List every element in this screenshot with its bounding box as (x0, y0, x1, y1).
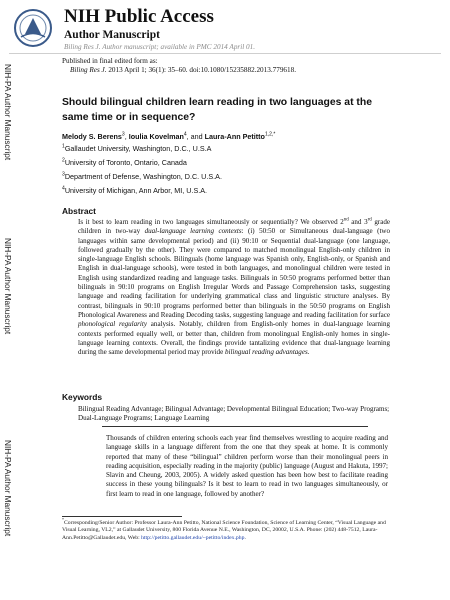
author-manuscript-label: Author Manuscript (64, 29, 160, 41)
author-affiliation-marker: 1,2,* (264, 131, 276, 138)
author-name: Laura-Ann Petitto (204, 132, 265, 141)
publication-info (62, 57, 296, 75)
side-banner: NIH-PA Author Manuscript (3, 238, 13, 335)
header-divider (9, 53, 441, 54)
title-line: same time or in sequence? (62, 112, 196, 123)
affiliation (62, 186, 392, 195)
footnote-text: Corresponding/Senior Author: Professor Laura-Ann Petitto, National Science Foundation, Science of Learning Center, “Visual Language and Visual Learning, VL2,” at Gallaudet University, 800 Florida Avenue N.E., Washington, DC, 20002, U.S.A. Phone: (202) 448-7512, Laura-Ann.Petitto@Gallaudet.edu, Web: (62, 520, 386, 541)
abstract-heading: Abstract (62, 206, 96, 216)
affiliation-marker: 1 (62, 143, 65, 150)
affiliation-marker: 3 (62, 171, 65, 178)
keywords-list: Bilingual Reading Advantage; Bilingual Advantage; Developmental Bilingual Education; Two-way Programs; Dual-Language Programs; Language Learning (78, 405, 390, 423)
side-banner: NIH-PA Author Manuscript (3, 64, 13, 161)
affiliation (62, 158, 392, 167)
journal-name: Biling Res J. (70, 66, 107, 75)
affiliation-text: University of Toronto, Ontario, Canada (64, 158, 187, 167)
affiliation-text: University of Michigan, Ann Arbor, MI, U.S.A. (64, 186, 208, 195)
intro-paragraph: Thousands of children entering schools each year find themselves wrestling to acquire reading and language skills in a language different from the one that they speak at home. It is commonly reported that many of these “bilingual” children perform worse than their monolingual peers in reading acquisition, especially reading in the majority (public) language (August and Hakuta, 1997; Slavin and Cheung, 2003, 2005). A widely asked question has been how best to facilitate reading success in these young bilinguals? Is it best to learn to read in two languages simultaneously, or first learn to read in one language, followed by another? (106, 434, 388, 498)
article-title (62, 95, 392, 125)
author-affiliation-marker: 3 (121, 131, 125, 138)
footnote-end: . (244, 534, 246, 541)
author-affiliation-marker: 4 (183, 131, 187, 138)
intro-divider (102, 426, 368, 427)
nih-logo-icon (9, 8, 57, 48)
author-list: Melody S. Berens$^3$, Ioulia Kovelman$^4$, and Laura-Ann Petitto$^{1,2,*}$ (62, 131, 276, 141)
affiliation-marker: 4 (62, 185, 65, 192)
affiliation (62, 172, 392, 181)
keywords-heading: Keywords (62, 392, 103, 402)
affiliation-marker: 2 (62, 157, 65, 164)
footnote (62, 517, 392, 542)
nih-public-access-title: NIH Public Access (64, 6, 214, 27)
title-line: Should bilingual children learn reading in two languages at the (62, 97, 373, 108)
publication-line: Published in final edited form as: (62, 57, 158, 65)
author-name: Ioulia Kovelman (128, 132, 184, 141)
affiliation (62, 144, 392, 153)
side-banner: NIH-PA Author Manuscript (3, 440, 13, 537)
author-connector: , and (186, 132, 205, 141)
publication-citation (62, 66, 296, 75)
footnote-marker: * (62, 517, 64, 523)
header-citation: Biling Res J. Author manuscript; available in PMC 2014 April 01. (64, 43, 255, 51)
footnote-divider (62, 516, 182, 517)
author-name: Melody S. Berens (62, 132, 122, 141)
footnote-link[interactable]: http://petitto.gallaudet.edu/~petitto/index.php (141, 534, 245, 541)
abstract-body: Is it best to learn reading in two languages simultaneously or sequentially? We observed 2nd and 3rd grade children in two-way dual-language learning contexts: (i) 50:50 or Simultaneous dual-language (two languages within same developmental period) and (ii) 90:10 or Sequential dual-language (one language, followed gradually by the other). They were compared to matched monolingual English-only children in single-language English schools. Bilinguals (home language was Spanish only, English-only, or Spanish and English in dual-language schools), were tested in both languages, and monolingual children were tested in English using standardized reading and language tasks. Bilinguals in 50:50 programs performed better than bilinguals in 90:10 programs on English Irregular Words and Passage Comprehension tasks, suggesting language and reading facilitation for underlying grammatical class and linguistic structure analyses. By contrast, bilinguals in 90:10 programs performed better than bilinguals in the 50:50 programs on English Phonological Awareness and Reading Decoding tasks, suggesting language and reading facilitation for surface phonological regularity analysis. Notably, children from English-only homes in dual-language learning contexts performed equally well, or better than, children from monolingual English-only homes in single-language learning contexts. Overall, the findings provide tantalizing evidence that dual-language learning during the same developmental period may provide bilingual reading advantages. (78, 217, 391, 357)
citation-details: 2013 April 1; 36(1): 35–60. doi:10.1080/15235882.2013.779618. (106, 66, 296, 75)
affiliation-text: Department of Defense, Washington, D.C. U.S.A. (64, 172, 222, 181)
affiliation-text: Gallaudet University, Washington, D.C., U.S.A (64, 144, 212, 153)
